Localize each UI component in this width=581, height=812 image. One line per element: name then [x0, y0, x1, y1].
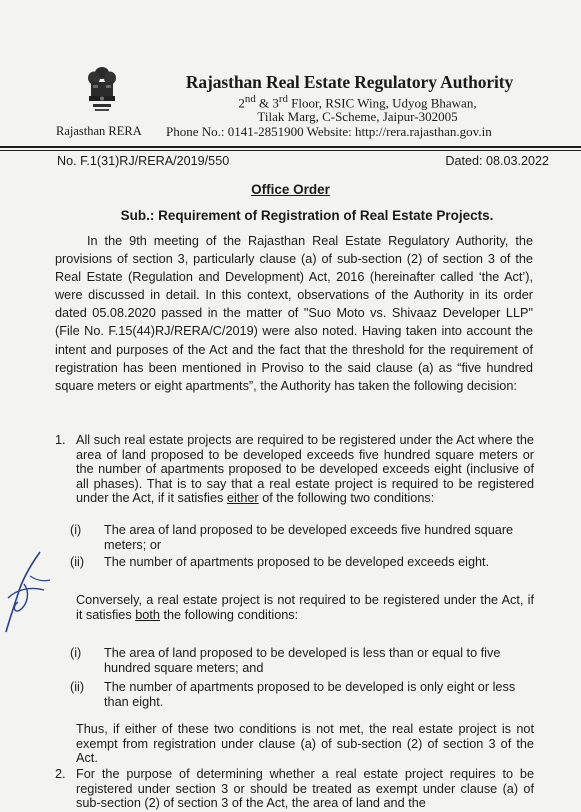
condition-1-number: (i) — [70, 523, 82, 537]
condition-1-text: The area of land proposed to be developed exceeds five hundred square meters; or — [104, 523, 514, 552]
contact-line: Phone No.: 0141-2851900 Website: http://rera.rajasthan.gov.in — [166, 124, 492, 139]
condition-3-text: The area of land proposed to be developed is less than or equal to five hundred square meters; and — [104, 646, 501, 675]
header-divider-thin — [0, 150, 581, 151]
item-2-text: For the purpose of determining whether a real estate project requires to be registered under section 3 or should be treated as exempt under clause (a) of sub-section (2) of section 3 of the Act, the area of land and the — [76, 767, 534, 811]
subject-line: Sub.: Requirement of Registration of Real Estate Projects. — [120, 208, 494, 223]
conversely-paragraph: Conversely, a real estate project is not required to be registered under the Act, if it satisfies both the following conditions: — [76, 593, 534, 623]
thus-paragraph: Thus, if either of these two conditions is not met, the real estate project is not exempt from registration under clause (a) of sub-section (2) of section 3 of the Act. — [76, 722, 534, 766]
condition-4-number: (ii) — [70, 680, 85, 694]
address-line-2: Tilak Marg, C-Scheme, Jaipur-302005 — [257, 109, 458, 124]
organization-name: Rajasthan Real Estate Regulatory Authority — [185, 72, 514, 92]
item-1-text: All such real estate projects are required to be registered under the Act where the area of land proposed to be developed exceeds five hundred square meters or the number of apartments proposed to be developed exceeds eight (inclusive of all phases). That is to say that a real estate project is required to be registered under the Act, if it satisfies either of the following two conditions: — [76, 433, 534, 506]
file-number: No. F.1(31)RJ/RERA/2019/550 — [57, 154, 230, 168]
logo-caption: Rajasthan RERA — [56, 124, 142, 138]
condition-2-text: The number of apartments proposed to be developed exceeds eight. — [104, 555, 490, 569]
order-date: Dated: 08.03.2022 — [445, 154, 549, 168]
item-2-number: 2. — [55, 767, 66, 781]
address-line-1: 2nd & 3rd Floor, RSIC Wing, Udyog Bhawan, — [238, 93, 477, 111]
condition-3-number: (i) — [70, 646, 82, 660]
condition-2-number: (ii) — [70, 555, 85, 569]
document-title: Office Order — [251, 182, 330, 197]
header-divider — [0, 146, 581, 148]
item-1-number: 1. — [55, 433, 66, 447]
state-emblem-icon — [84, 64, 120, 122]
condition-4-text: The number of apartments proposed to be developed is only eight or less than eight. — [104, 680, 516, 709]
intro-paragraph: In the 9th meeting of the Rajasthan Real Estate Regulatory Authority, the provisions of section 3, particularly clause (a) of sub-section (2) of section 3 of the Real Estate (Regulation and Development) Act, 2016 (hereinafter called ‘the Act’), were discussed in detail. In this context, observations of the Authority in its order dated 05.08.2020 passed in the matter of "Suo Moto vs. Shivaaz Developer LLP" (File No. F.15(44)RJ/RERA/C/2019) were also noted. Having taken into account the intent and purposes of the Act and the fact that the threshold for the requirement of registration has been mentioned in Proviso to the said clause (a) as “five hundred square meters or eight apartments”, the Authority has taken the following decision: — [55, 234, 533, 393]
handwritten-signature-icon — [0, 546, 52, 636]
